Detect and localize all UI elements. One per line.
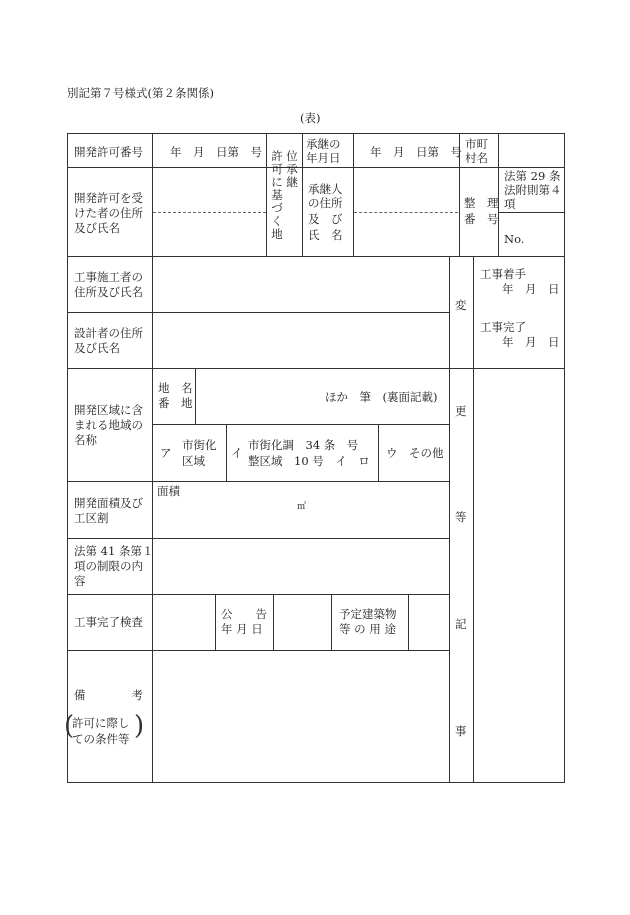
- municipality-label-2: 村名: [465, 151, 488, 165]
- refno-divider: [498, 212, 565, 213]
- zone-u-label: ウ その他: [386, 446, 444, 460]
- row-divider-2: [67, 256, 565, 257]
- successor-label-3: 及 び: [308, 212, 343, 226]
- contractor-label-2: 住所及び氏名: [74, 285, 143, 299]
- row-divider-1: [67, 167, 565, 168]
- designer-label-2: 及び氏名: [74, 341, 120, 355]
- dev-area-label-1: 開発面積及び: [74, 496, 143, 510]
- permittee-label-3: 及び氏名: [74, 221, 120, 235]
- law41-label-3: 容: [74, 574, 86, 588]
- row-divider-5: [152, 424, 449, 425]
- conditions-label-1: 許可に際し: [72, 716, 130, 730]
- left-bracket: (: [64, 711, 75, 741]
- front-side-label: (表): [300, 111, 321, 125]
- zone-i-label-1: 市街化調 34 条 号: [248, 438, 359, 452]
- dev-area-label-2: 工区割: [74, 511, 109, 525]
- zone-a-label-1: 市街化: [182, 438, 217, 452]
- end-date: 年 月 日: [502, 335, 560, 349]
- law-ref-2: 法附則第４: [504, 183, 562, 197]
- succession-vertical-2: 位 承 継: [286, 149, 298, 189]
- remarks-label: 備 考: [74, 688, 143, 702]
- area-label: 面積: [157, 484, 180, 498]
- row-divider-6: [67, 481, 449, 482]
- zone-divider-1: [226, 424, 227, 481]
- col-divider-e: [498, 133, 499, 256]
- row-divider-9: [67, 650, 449, 651]
- lot-label-1: 地 名: [158, 381, 193, 395]
- lot-divider: [195, 368, 196, 424]
- row-divider-3: [67, 312, 449, 313]
- successor-label-1: 承継人: [308, 182, 343, 196]
- zone-a-label-2: 区域: [182, 454, 205, 468]
- law-ref-1: 法第 29 条: [504, 169, 561, 183]
- law41-label-1: 法第 41 条第１: [74, 544, 154, 558]
- notice-label-2: 年 月 日: [221, 622, 263, 636]
- area-names-label-1: 開発区域に含: [74, 403, 143, 417]
- permittee-label-2: けた者の住所: [74, 206, 143, 220]
- successor-dash: [354, 212, 458, 213]
- col-divider-b: [302, 133, 303, 256]
- succession-date-value: 年 月 日第 号: [370, 145, 462, 159]
- change-char-3: 等: [455, 510, 467, 524]
- law41-label-2: 項の制限の内: [74, 559, 143, 573]
- law-ref-3: 項: [504, 197, 516, 211]
- permit-date-value: 年 月 日第 号: [170, 145, 262, 159]
- conditions-label-2: ての条件等: [72, 732, 130, 746]
- change-col-left: [449, 256, 450, 783]
- number-label: No.: [504, 232, 525, 246]
- start-date: 年 月 日: [502, 282, 560, 296]
- change-char-1: 変: [455, 298, 467, 312]
- change-char-2: 更: [455, 404, 467, 418]
- change-char-5: 事: [455, 724, 467, 738]
- inspect-divider-4: [408, 594, 409, 650]
- permittee-label-1: 開発許可を受: [74, 191, 143, 205]
- row-divider-4: [67, 368, 565, 369]
- col-divider-c: [353, 133, 354, 256]
- succession-date-label-1: 承継の: [306, 137, 341, 151]
- zone-divider-2: [378, 424, 379, 481]
- end-label: 工事完了: [480, 320, 526, 334]
- form-title: 別記第７号様式(第２条関係): [67, 86, 214, 100]
- successor-label-4: 氏 名: [308, 228, 343, 242]
- ref-number-label-1: 整 理: [464, 196, 499, 210]
- area-names-label-2: まれる地域の: [74, 418, 143, 432]
- change-char-4: 記: [455, 617, 467, 631]
- ref-number-label-2: 番 号: [464, 212, 499, 226]
- row-divider-7: [67, 538, 449, 539]
- change-col-right: [473, 256, 474, 783]
- permittee-dash: [153, 212, 266, 213]
- inspect-divider-2: [273, 594, 274, 650]
- lot-label-2: 番 地: [158, 396, 193, 410]
- col-label-divider: [152, 133, 153, 783]
- right-bracket: ): [134, 711, 145, 741]
- contractor-label-1: 工事施工者の: [74, 270, 143, 284]
- notice-label-1: 公 告: [221, 607, 267, 621]
- inspect-divider-1: [215, 594, 216, 650]
- permit-number-label: 開発許可番号: [74, 145, 143, 159]
- zone-i-mark: イ: [231, 446, 243, 460]
- successor-label-2: の住所: [308, 196, 343, 210]
- lot-value: ほか 筆 (裏面記載): [325, 390, 438, 404]
- planned-use-label-2: 等 の 用 途: [339, 622, 396, 636]
- zone-i-label-2: 整区域 10 号 イ ロ: [248, 454, 370, 468]
- row-divider-8: [67, 594, 449, 595]
- inspection-label: 工事完了検査: [74, 615, 143, 629]
- col-divider-a: [266, 133, 267, 256]
- municipality-label-1: 市町: [465, 137, 488, 151]
- zone-a-mark: ア: [160, 446, 172, 460]
- succession-date-label-2: 年月日: [306, 151, 341, 165]
- designer-label-1: 設計者の住所: [74, 326, 143, 340]
- succession-vertical-1: 許 可 に 基 づ く 地: [271, 149, 283, 241]
- start-label: 工事着手: [480, 267, 526, 281]
- area-names-label-3: 名称: [74, 433, 97, 447]
- area-unit: ㎡: [297, 502, 307, 512]
- planned-use-label-1: 予定建築物: [339, 607, 397, 621]
- inspect-divider-3: [331, 594, 332, 650]
